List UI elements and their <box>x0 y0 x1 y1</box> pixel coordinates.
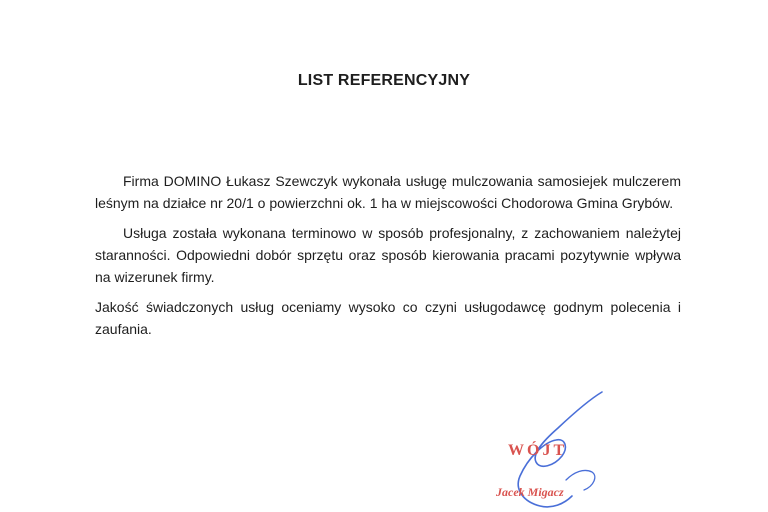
stamp-title: WÓJT <box>508 442 568 459</box>
signature-tail <box>566 470 595 490</box>
paragraph-service-quality: Usługa została wykonana terminowo w sposób profesjonalny, z zachowaniem należytej staranności. Odpowiedni dobór sprzętu oraz sposób kierowania pracami pozytywnie wpływa na wizerunek firmy. <box>95 225 681 285</box>
stamp-name: Jacek Migacz <box>496 485 564 499</box>
paragraph-service-description: Firma DOMINO Łukasz Szewczyk wykonała usługę mulczowania samosiejek mulczerem leśnym na działce nr 20/1 o powierzchni ok. 1 ha w miejscowości Chodorowa Gmina Grybów. <box>95 173 681 211</box>
paragraph-recommendation: Jakość świadczonych usług oceniamy wysoko co czyni usługodawcę godnym polecenia i zaufania. <box>95 299 681 337</box>
document-body <box>95 170 681 348</box>
document-title: LIST REFERENCYJNY <box>297 72 471 89</box>
